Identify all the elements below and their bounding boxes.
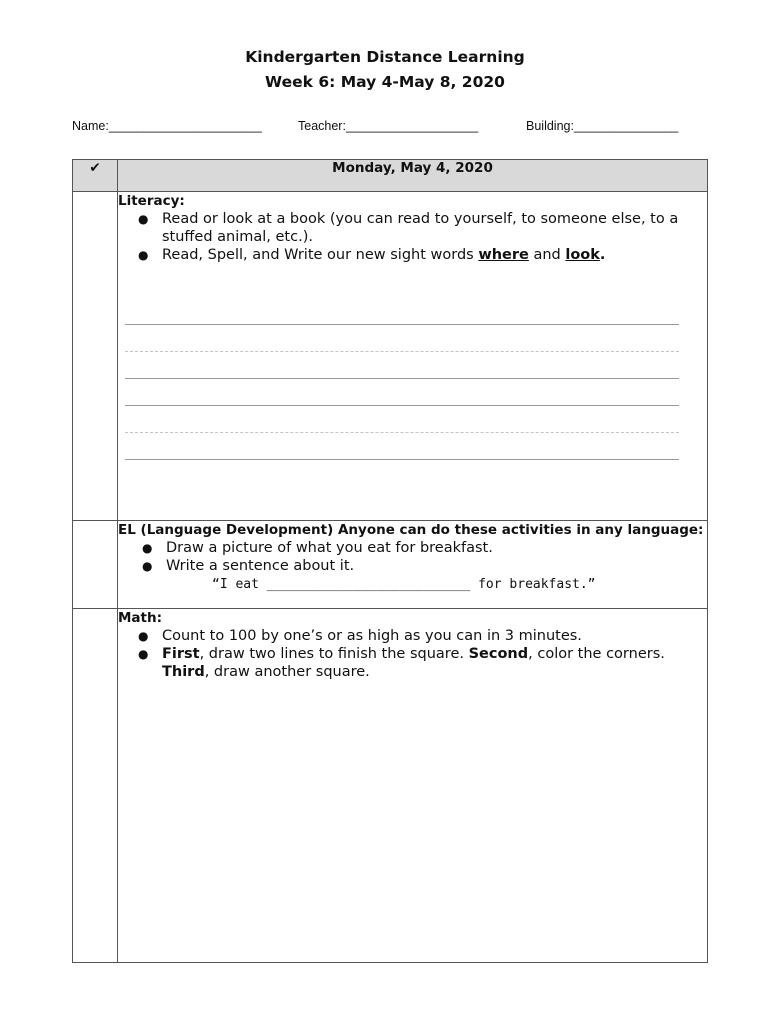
bullet-icon: ● (138, 647, 149, 661)
handwriting-lines[interactable] (125, 298, 679, 460)
day-header: Monday, May 4, 2020 (118, 160, 708, 192)
literacy-title: Literacy: (118, 193, 185, 209)
math-title: Math: (118, 610, 163, 626)
sight-word-look: look (565, 247, 600, 263)
worksheet-subtitle: Week 6: May 4-May 8, 2020 (265, 73, 505, 91)
math-checkbox[interactable] (73, 609, 118, 963)
math-item-square: ● First, draw two lines to finish the square. Second, color the corners. Third, draw another square. (138, 646, 665, 680)
math-item-count: ● Count to 100 by one’s or as high as you can in 3 minutes. (138, 628, 582, 644)
bullet-icon: ● (138, 212, 149, 226)
bullet-icon: ● (142, 559, 153, 573)
handwriting-line-top (125, 298, 679, 325)
handwriting-line-top (125, 379, 679, 406)
activity-table (72, 159, 708, 963)
handwriting-line-base (125, 352, 679, 379)
literacy-section (118, 192, 708, 521)
bullet-icon: ● (138, 248, 149, 262)
literacy-item-sight-words: ● Read, Spell, and Write our new sight words where and look. (138, 247, 606, 263)
sight-word-where: where (478, 247, 529, 263)
el-item-draw: ● Draw a picture of what you eat for breakfast. (142, 540, 493, 556)
building-field[interactable]: Building:_______________ (526, 119, 679, 133)
el-section (118, 521, 708, 609)
literacy-checkbox[interactable] (73, 192, 118, 521)
sentence-frame[interactable]: “I eat __________________________ for breakfast.” (212, 577, 596, 592)
checkmark-header-icon: ✔ (73, 160, 118, 192)
bullet-icon: ● (142, 541, 153, 555)
name-field[interactable]: Name:______________________ (72, 119, 262, 133)
el-checkbox[interactable] (73, 521, 118, 609)
el-title: EL (Language Development) Anyone can do these activities in any language: (118, 522, 704, 538)
el-item-write: ● Write a sentence about it. (142, 558, 355, 574)
literacy-item-read: ● Read or look at a book (you can read to yourself, to someone else, to a stuffed animal, etc.). (138, 211, 679, 245)
handwriting-line-mid (125, 406, 679, 433)
handwriting-line-base (125, 433, 679, 460)
worksheet-title: Kindergarten Distance Learning (245, 48, 525, 66)
math-section (118, 609, 708, 963)
teacher-field[interactable]: Teacher:___________________ (298, 119, 479, 133)
handwriting-line-mid (125, 325, 679, 352)
bullet-icon: ● (138, 629, 149, 643)
